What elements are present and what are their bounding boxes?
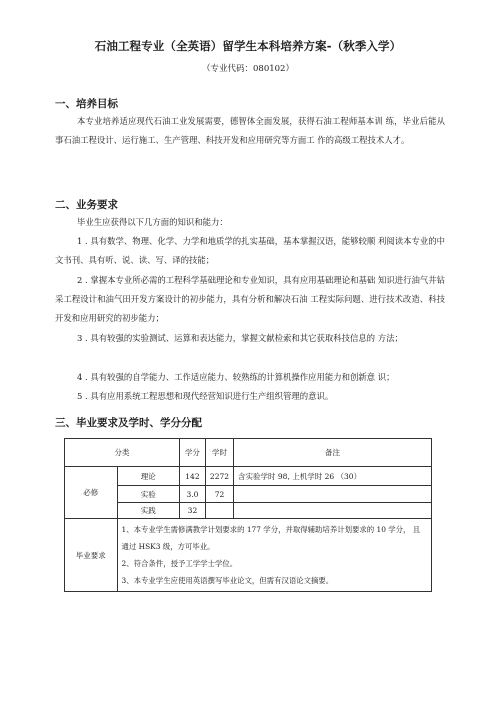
header-category: 分类 <box>65 439 180 467</box>
requirement-item-3: 3 . 具有较强的实验测试、运算和表达能力，掌握文献检索和其它获取科技信息的 方法； <box>77 333 403 343</box>
table-row <box>65 486 432 503</box>
requirement-item-1: 1 . 具有数学、物理、化学、力学和地质学的扎实基础，基本掌握汉语，能够较顺 利阅读本专业的中文书刊、具有听、说、读、写、译的技能； <box>55 236 445 266</box>
row-credit: 32 <box>179 503 205 519</box>
table-row <box>65 503 432 519</box>
row-note <box>234 486 432 503</box>
header-credits: 学分 <box>179 439 205 467</box>
credits-table <box>64 438 432 592</box>
objectives-paragraph: 本专业培养适应现代石油工业发展需要，德智体全面发展，获得石油工程师基本训 练，毕业后能从事石油工程设计、运行施工、生产管理、科技开发和应用研究等方面工 作的高级工程技术人才。 <box>55 116 445 146</box>
graduation-note-3: 3、本专业学生应使用英语撰写毕业论文，但需有汉语论文摘要。 <box>121 576 334 585</box>
row-credit: 142 <box>179 467 205 486</box>
graduation-row <box>65 519 432 592</box>
requirements-intro: 毕业生应获得以下几方面的知识和能力： <box>77 217 228 227</box>
page-title: 石油工程专业（全英语）留学生本科培养方案-（秋季入学） <box>94 39 402 53</box>
row-hours: 2272 <box>205 467 233 486</box>
section-heading-objectives: 一、培养目标 <box>55 98 118 110</box>
group-graduation: 毕业要求 <box>65 519 118 592</box>
table-row <box>65 467 432 486</box>
table-header-row <box>65 439 432 467</box>
row-credit: 3.0 <box>179 486 205 503</box>
group-required: 必修 <box>65 467 118 519</box>
graduation-note-2: 2、符合条件，授予工学学士学位。 <box>121 559 238 568</box>
row-hours: 72 <box>205 486 233 503</box>
row-hours <box>205 503 233 519</box>
header-hours: 学时 <box>205 439 233 467</box>
header-notes: 备注 <box>234 439 432 467</box>
row-note <box>234 503 432 519</box>
program-code: （专业代码：080102） <box>202 64 294 74</box>
row-type: 理论 <box>117 467 179 486</box>
row-type: 实践 <box>117 503 179 519</box>
section-heading-credits: 三、毕业要求及学时、学分分配 <box>55 417 202 429</box>
requirement-item-5: 5 . 具有应用系统工程思想和现代经营知识进行生产组织管理的意识。 <box>77 391 334 401</box>
section-heading-requirements: 二、业务要求 <box>55 199 118 211</box>
requirement-item-2: 2 . 掌握本专业所必需的工程科学基础理论和专业知识，具有应用基础理论和基础 知识进行油气井钻采工程设计和油气田开发方案设计的初步能力，具有分析和解决石油 工程实际问题、进行技术改造、科技开发和应用研究的初步能力； <box>55 275 445 324</box>
row-type: 实验 <box>117 486 179 503</box>
row-note: 含实验学时 98, 上机学时 26 （30） <box>234 467 432 486</box>
requirement-item-4: 4 . 具有较强的自学能力、工作适应能力、较熟练的计算机操作应用能力和创新意 识； <box>77 372 395 382</box>
graduation-notes <box>117 519 431 592</box>
graduation-note-1: 1、本专业学生需修满教学计划要求的 177 学分，并取得辅助培养计划要求的 10 学分， 且通过 HSK3 级，方可毕业。 <box>121 525 421 551</box>
